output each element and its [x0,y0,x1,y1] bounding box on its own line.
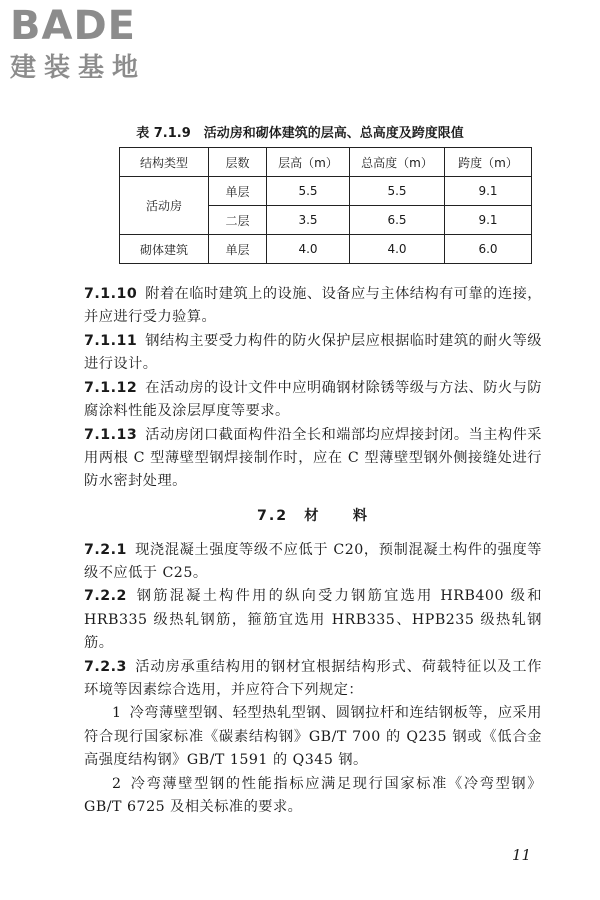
bade-logo [10,4,180,84]
table-cell: 3.5 [267,206,350,235]
table-cell: 9.1 [445,177,532,206]
table-cell: 9.1 [445,206,532,235]
clause [84,539,542,585]
clause-number: 7.1.11 [84,332,138,349]
structure-type-cell: 活动房 [120,177,209,235]
limits-table [119,147,532,264]
clause-number: 7.2.2 [84,588,127,605]
table-cell: 5.5 [350,177,445,206]
table-cell: 单层 [209,177,267,206]
table-cell: 4.0 [267,235,350,264]
header-cell: 层高（m） [267,148,350,177]
clause-text: 附着在临时建筑上的设施、设备应与主体结构有可靠的连接，并应进行受力验算。 [84,286,542,326]
clause [84,656,542,702]
clause [84,424,542,494]
clause-number: 7.2.3 [84,658,127,675]
list-item [84,702,542,772]
clause [84,377,542,423]
item-text: 冷弯薄壁型钢、轻型热轧型钢、圆钢拉杆和连结钢板等，应采用符合现行国家标准《碳素结构钢》GB/T 700 的 Q235 钢或《低合金高强度结构钢》GB/T 1591 的 Q345 钢。 [84,705,542,768]
table-row [120,177,532,206]
header-cell: 结构类型 [120,148,209,177]
table-cell: 6.0 [445,235,532,264]
clause-text: 钢筋混凝土构件用的纵向受力钢筋宜选用 HRB400 级和 HRB335 级热轧钢筋，箍筋宜选用 HRB335、HPB235 级热轧钢筋。 [84,588,542,651]
table-cell: 二层 [209,206,267,235]
clause [84,330,542,376]
table-cell: 6.5 [350,206,445,235]
clause [84,585,542,655]
table-header-row [120,148,532,177]
structure-type-cell: 砌体建筑 [120,235,209,264]
section-title: 7.2 材 料 [256,508,370,525]
item-number: 1 [112,705,122,722]
logo-subtitle: 建装基地 [10,53,147,83]
clause-number: 7.1.10 [84,286,138,302]
table-caption: 表 7.1.9 活动房和砌体建筑的层高、总高度及跨度限值 [136,126,464,141]
logo-wordmark: BADE [10,3,136,49]
page-number: 11 [512,846,532,864]
clause-text: 在活动房的设计文件中应明确钢材除锈等级与方法、防火与防腐涂料性能及涂层厚度等要求。 [84,379,542,420]
list-item [84,773,542,819]
clause-number: 7.1.12 [84,379,138,396]
header-cell: 总高度（m） [350,148,445,177]
table-cell: 4.0 [350,235,445,264]
clause-text: 活动房闭口截面构件沿全长和端部均应焊接封闭。当主构件采用两根 C 型薄壁型钢焊接制作时，应在 C 型薄壁型钢外侧接缝处进行防水密封处理。 [84,426,542,490]
clause-text: 钢结构主要受力构件的防火保护层应根据临时建筑的耐火等级进行设计。 [84,332,542,373]
clause-number: 7.1.13 [84,426,138,443]
header-cell: 跨度（m） [445,148,532,177]
clause-text: 活动房承重结构用的钢材宜根据结构形式、荷载特征以及工作环境等因素综合选用，并应符合下列规定： [84,658,542,698]
item-number: 2 [112,775,122,792]
table-cell: 5.5 [267,177,350,206]
clause-text: 现浇混凝土强度等级不应低于 C20，预制混凝土构件的强度等级不应低于 C25。 [84,541,542,581]
clause [84,283,542,329]
header-cell: 层数 [209,148,267,177]
table-cell: 单层 [209,235,267,264]
item-text: 冷弯薄壁型钢的性能指标应满足现行国家标准《冷弯型钢》GB/T 6725 及相关标准的要求。 [84,775,542,815]
table-row [120,235,532,264]
document-body [84,283,542,819]
clause-number: 7.2.1 [84,541,127,558]
